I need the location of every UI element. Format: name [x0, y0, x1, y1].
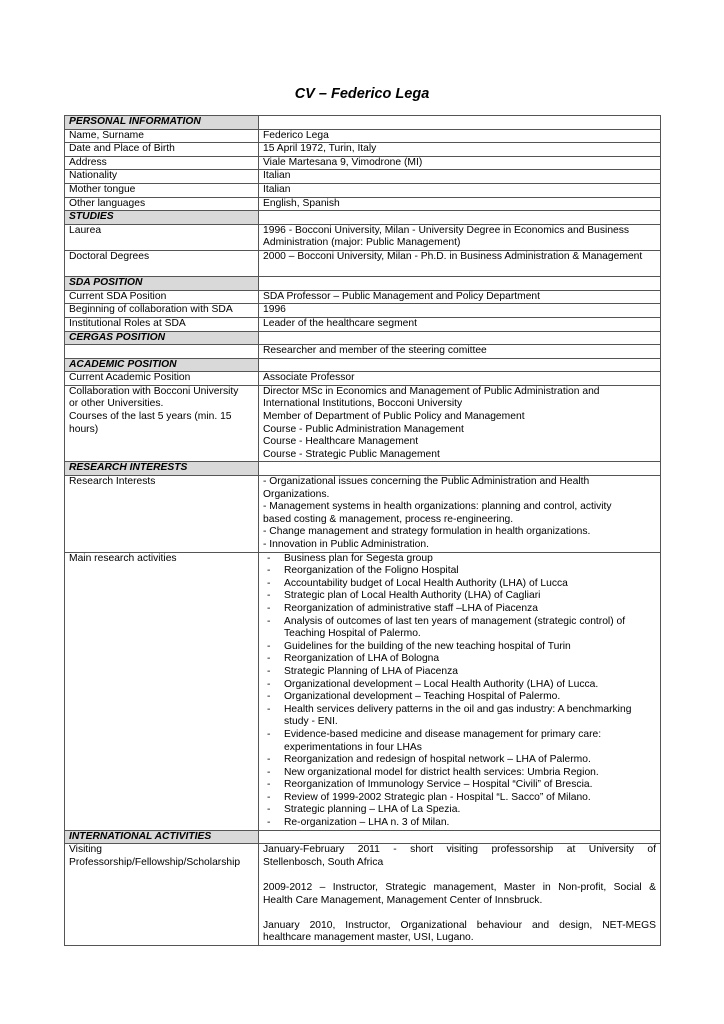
value-line: healthcare management master, USI, Lugano. — [263, 932, 474, 944]
row-label — [65, 844, 259, 946]
section-cergas-position — [65, 331, 661, 345]
row-label — [65, 385, 259, 462]
row-label: Beginning of collaboration with SDA — [65, 304, 259, 318]
table-row — [65, 170, 661, 184]
label-line: Professorship/Fellowship/Scholarship — [69, 856, 241, 868]
section-header: PERSONAL INFORMATION — [65, 116, 259, 130]
table-row — [65, 156, 661, 170]
row-value: Researcher and member of the steering comittee — [259, 345, 661, 359]
value-line: January 2010, Instructor, Organizational behaviour and design, NET-MEGS — [263, 919, 656, 931]
value-line: 2009-2012 – Instructor, Strategic management, Master in Non-profit, Social & — [263, 882, 656, 894]
list-item: - Organizational development – Teaching Hospital of Palermo. — [263, 691, 656, 704]
activities-list — [263, 553, 656, 830]
list-item: - Reorganization of Immunology Service – Hospital “Civili” of Brescia. — [263, 779, 656, 792]
label-line: Visiting — [69, 844, 103, 856]
row-value: Leader of the healthcare segment — [259, 317, 661, 331]
list-item: - Organizational development – Local Health Authority (LHA) of Lucca. — [263, 679, 656, 692]
value-line: - Change management and strategy formulation in health organizations. — [263, 526, 591, 538]
value-line: Course - Strategic Public Management — [263, 448, 440, 460]
table-row — [65, 224, 661, 250]
list-item: - Reorganization of LHA of Bologna — [263, 653, 656, 666]
table-row — [65, 304, 661, 318]
row-label: Main research activities — [65, 552, 259, 830]
row-value — [259, 476, 661, 553]
row-value: Italian — [259, 183, 661, 197]
cv-table — [64, 115, 661, 946]
section-international-activities — [65, 830, 661, 844]
section-header: CERGAS POSITION — [65, 331, 259, 345]
section-header: ACADEMIC POSITION — [65, 358, 259, 372]
list-item: - Accountability budget of Local Health Authority (LHA) of Lucca — [263, 578, 656, 591]
section-academic-position — [65, 358, 661, 372]
table-row — [65, 552, 661, 830]
section-header: RESEARCH INTERESTS — [65, 462, 259, 476]
row-value — [259, 552, 661, 830]
list-item: - Business plan for Segesta group — [263, 553, 656, 566]
list-item: - Reorganization and redesign of hospital network – LHA of Palermo. — [263, 754, 656, 767]
row-label: Current Academic Position — [65, 372, 259, 386]
table-row — [65, 345, 661, 359]
table-row — [65, 250, 661, 276]
section-sda-position — [65, 277, 661, 291]
list-item: - New organizational model for district health services: Umbria Region. — [263, 767, 656, 780]
row-value: Italian — [259, 170, 661, 184]
value-line: Organizations. — [263, 488, 330, 500]
value-line: Director MSc in Economics and Management of Public Administration and — [263, 385, 600, 397]
row-label — [65, 345, 259, 359]
row-label: Mother tongue — [65, 183, 259, 197]
value-line: based costing & management, process re-engineering. — [263, 513, 514, 525]
list-item: - Evidence-based medicine and disease management for primary care: experimentations in four LHAs — [263, 729, 656, 754]
value-line: Member of Department of Public Policy and Management — [263, 411, 525, 423]
section-personal-information — [65, 116, 661, 130]
section-header: STUDIES — [65, 211, 259, 225]
row-value: Associate Professor — [259, 372, 661, 386]
list-item: - Reorganization of the Foligno Hospital — [263, 565, 656, 578]
row-label: Other languages — [65, 197, 259, 211]
row-value: 1996 - Bocconi University, Milan - University Degree in Economics and Business Administration (major: Public Management) — [259, 224, 661, 250]
section-studies — [65, 211, 661, 225]
table-row — [65, 844, 661, 946]
row-label: Laurea — [65, 224, 259, 250]
row-label: Date and Place of Birth — [65, 143, 259, 157]
label-line: hours) — [69, 423, 99, 435]
row-value: 2000 – Bocconi University, Milan - Ph.D. in Business Administration & Management — [263, 250, 643, 262]
row-label: Nationality — [65, 170, 259, 184]
section-header: INTERNATIONAL ACTIVITIES — [65, 830, 259, 844]
table-row — [65, 129, 661, 143]
section-header: SDA POSITION — [65, 277, 259, 291]
value-line: Health Care Management, Management Center of Innsbruck. — [263, 894, 543, 906]
table-row — [65, 143, 661, 157]
table-row — [65, 290, 661, 304]
row-label: Name, Surname — [65, 129, 259, 143]
row-value: Federico Lega — [259, 129, 661, 143]
row-value: SDA Professor – Public Management and Policy Department — [259, 290, 661, 304]
table-row — [65, 197, 661, 211]
list-item: - Analysis of outcomes of last ten years of management (strategic control) of Teaching Hospital of Palermo. — [263, 616, 656, 641]
table-row — [65, 183, 661, 197]
value-line: January-February 2011 - short visiting professorship at University of — [263, 844, 656, 856]
list-item: - Strategic Planning of LHA of Piacenza — [263, 666, 656, 679]
value-line: - Innovation in Public Administration. — [263, 539, 429, 550]
document-title: CV – Federico Lega — [294, 86, 430, 102]
row-label: Doctoral Degrees — [65, 250, 259, 276]
row-value: English, Spanish — [259, 197, 661, 211]
label-line: Courses of the last 5 years (min. 15 — [69, 411, 232, 423]
row-label: Research Interests — [65, 476, 259, 553]
list-item: - Health services delivery patterns in the oil and gas industry: A benchmarking study - ENI. — [263, 704, 656, 729]
list-item: - Review of 1999-2002 Strategic plan - Hospital “L. Sacco” of Milano. — [263, 792, 656, 805]
table-row — [65, 476, 661, 553]
row-value: Viale Martesana 9, Vimodrone (MI) — [259, 156, 661, 170]
value-line: Stellenbosch, South Africa — [263, 856, 384, 868]
value-line: - Management systems in health organizations: planning and control, activity — [263, 501, 612, 513]
row-value — [259, 385, 661, 462]
row-value: 15 April 1972, Turin, Italy — [259, 143, 661, 157]
list-item: - Re-organization – LHA n. 3 of Milan. — [263, 817, 656, 830]
list-item: - Strategic planning – LHA of La Spezia. — [263, 804, 656, 817]
value-line: - Organizational issues concerning the Public Administration and Health — [263, 476, 590, 488]
value-line: International Institutions, Bocconi University — [263, 398, 463, 410]
row-label: Institutional Roles at SDA — [65, 317, 259, 331]
list-item: - Guidelines for the building of the new teaching hospital of Turin — [263, 641, 656, 654]
table-row — [65, 372, 661, 386]
label-line: or other Universities. — [69, 398, 164, 410]
row-value — [259, 844, 661, 946]
table-row — [65, 317, 661, 331]
value-line: Course - Public Administration Management — [263, 423, 464, 435]
list-item: - Reorganization of administrative staff –LHA of Piacenza — [263, 603, 656, 616]
table-row — [65, 385, 661, 462]
row-label: Address — [65, 156, 259, 170]
section-research-interests — [65, 462, 661, 476]
label-line: Collaboration with Bocconi University — [69, 385, 239, 397]
value-line: Course - Healthcare Management — [263, 436, 419, 448]
list-item: - Strategic plan of Local Health Authority (LHA) of Cagliari — [263, 590, 656, 603]
row-label: Current SDA Position — [65, 290, 259, 304]
row-value: 1996 — [259, 304, 661, 318]
